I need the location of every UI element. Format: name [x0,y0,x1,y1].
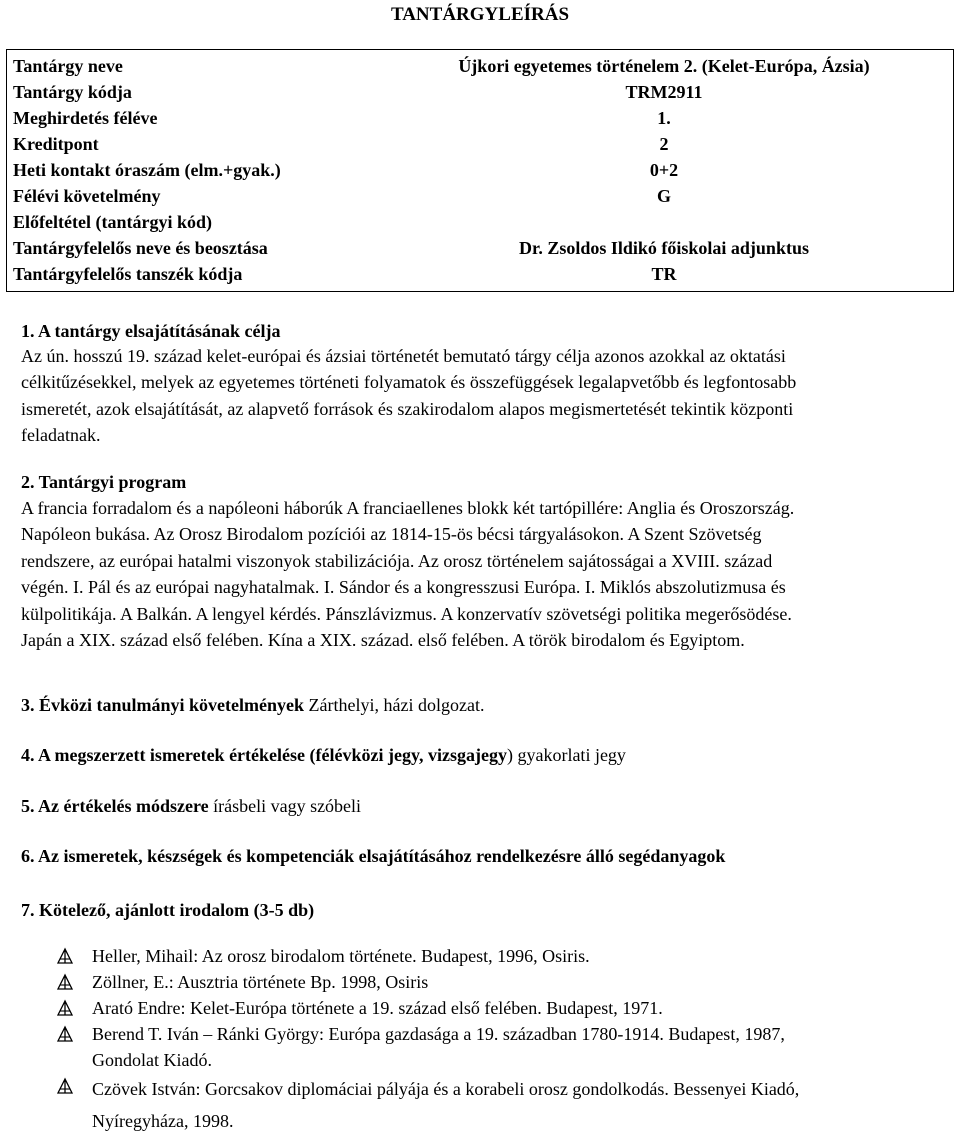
info-row-department [13,261,949,287]
section-5-title: 5. Az értékelés módszere [21,796,209,816]
text-line: Napóleon bukása. Az Orosz Birodalom pozíciói az 1814-15-ös bécsi tárgyalásokon. A Szent Szövetség [21,524,762,545]
info-label: Tantárgy kódja [13,82,132,102]
section-3-text: Zárthelyi, házi dolgozat. [304,695,485,715]
text-line: Berend T. Iván – Ránki György: Európa gazdasága a 19. században 1780-1914. Budapest, 1987, [92,1024,785,1044]
section-3-heading [21,692,484,718]
text-line: feladatnak. [21,425,101,446]
section-4-text: ) gyakorlati jegy [506,745,626,765]
text-line: Heller, Mihail: Az orosz birodalom története. Budapest, 1996, Osiris. [92,946,590,966]
literature-text [92,969,952,995]
info-value: 1. [657,108,671,128]
info-label: Tantárgy neve [13,56,123,76]
literature-text [92,1021,952,1073]
text-line: Az ún. hosszú 19. század kelet-európai és ázsiai történetét bemutató tárgy célja azonos azokkal az oktatási [21,346,786,366]
section-5-text: írásbeli vagy szóbeli [208,796,362,816]
section-4-title: 4. A megszerzett ismeretek értékelése (félévközi jegy, vizsgajegy [21,745,507,765]
text-line: ismeretét, azok elsajátítását, az alapvető források és szakirodalom alapos megismertetését tekintik központi [21,398,794,419]
info-row-semester [13,105,949,131]
section-3-title: 3. Évközi tanulmányi követelmények [21,695,305,715]
section-2-text [21,495,941,653]
triangle-bullet-icon [56,1077,74,1095]
text-line: Zöllner, E.: Ausztria története Bp. 1998, Osiris [92,972,429,992]
section-2-heading: 2. Tantárgyi program [21,472,187,492]
literature-text [92,943,952,969]
info-value: Újkori egyetemes történelem 2. (Kelet-Európa, Ázsia) [458,56,870,76]
info-label: Tantárgyfelelős neve és beosztása [13,238,268,258]
text-line: A francia forradalom és a napóleoni háborúk A franciaellenes blokk két tartópillére: Anglia és Oroszország. [21,498,795,518]
info-row-contact-hours [13,157,949,183]
text-line: Japán a XIX. század első felében. Kína a XIX. század. első felében. A török birodalom és Egyiptom. [21,630,745,651]
text-line: Czövek István: Gorcsakov diplomáciai pályája és a korabeli orosz gondolkodás. Bessenyei Kiadó, [92,1079,800,1099]
triangle-bullet-icon [56,947,74,965]
info-row-credits [13,131,949,157]
section-4-heading [21,742,626,768]
info-label: Előfeltétel (tantárgyi kód) [13,212,212,232]
info-value: G [656,186,671,206]
info-row-responsible [13,235,949,261]
text-line: Nyíregyháza, 1998. [92,1111,234,1131]
triangle-bullet-icon [56,999,74,1017]
text-line: Gondolat Kiadó. [92,1050,212,1070]
info-label: Tantárgyfelelős tanszék kódja [13,264,243,284]
text-line: célkitűzésekkel, melyek az egyetemes történeti folyamatok és összefüggések legalapvetőbb és legfontosabb [21,372,797,393]
text-line: rendszere, az európai hatalmi viszonyok stabilizációja. Az orosz történelem sajátosságai a XVIII. század [21,550,773,571]
literature-text [92,1073,952,1137]
section-6-heading: 6. Az ismeretek, készségek és kompetenciák elsajátításához rendelkezésre álló segédanyagok [21,846,726,866]
literature-text [92,995,952,1021]
info-label: Félévi követelmény [13,186,161,206]
section-7-heading: 7. Kötelező, ajánlott irodalom (3-5 db) [21,900,315,920]
info-row-prerequisite [13,209,949,235]
text-line: külpolitikája. A Balkán. A lengyel kérdés. Pánszlávizmus. A konzervatív szövetségi politika megerősödése. [21,603,792,624]
section-1-heading: 1. A tantárgy elsajátításának célja [21,321,281,341]
triangle-bullet-icon [56,973,74,991]
info-row-course-code [13,79,949,105]
info-row-requirement [13,183,949,209]
section-1-text [21,343,941,449]
info-value: TR [651,264,677,284]
info-value: Dr. Zsoldos Ildikó főiskolai adjunktus [519,238,809,258]
info-label: Kreditpont [13,134,99,154]
info-label: Meghirdetés féléve [13,108,158,128]
info-value: TRM2911 [625,82,703,102]
info-row-course-name [13,53,949,79]
document-title: TANTÁRGYLEÍRÁS [390,4,570,25]
text-line: végén. I. Pál és az európai nagyhatalmak. I. Sándor és a kongresszusi Európa. I. Miklós abszolutizmusa és [21,577,786,598]
triangle-bullet-icon [56,1025,74,1043]
course-info-table [6,49,954,292]
info-value: 0+2 [649,160,679,180]
info-value: 2 [659,134,669,154]
section-5-heading [21,793,361,819]
info-label: Heti kontakt óraszám (elm.+gyak.) [13,160,281,180]
text-line: Arató Endre: Kelet-Európa története a 19. század első felében. Budapest, 1971. [92,998,663,1018]
